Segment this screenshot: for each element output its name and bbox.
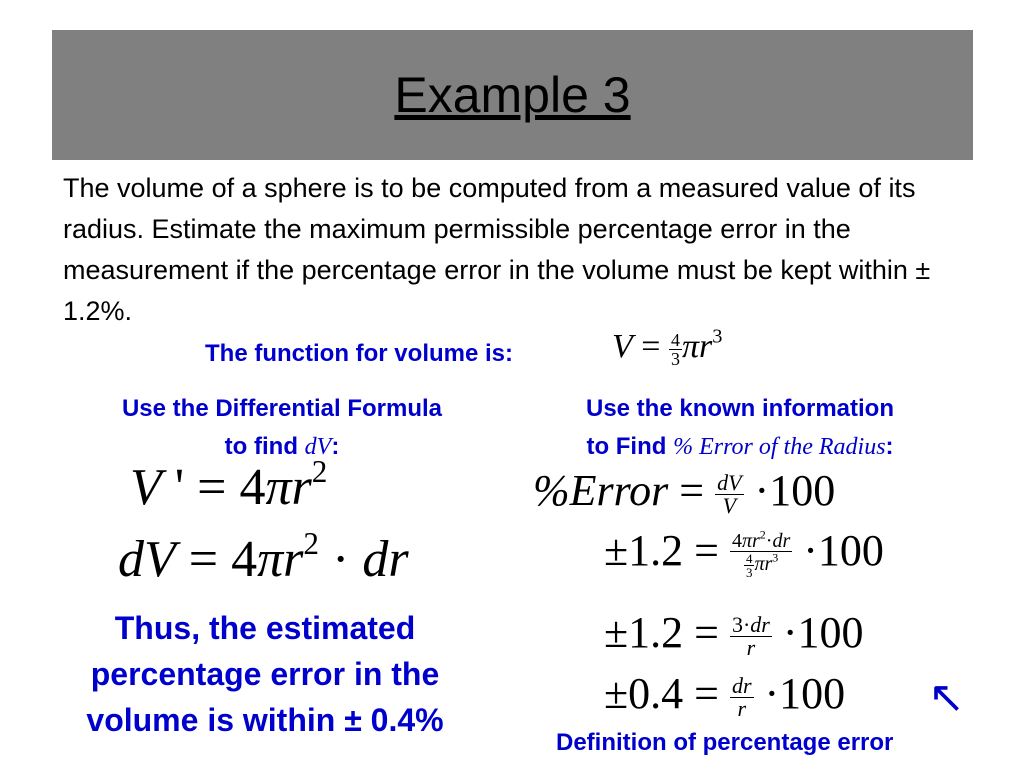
title-bar (52, 30, 973, 160)
result-equation: ±0.4 = $\frac{dr}{r}$ ·100 (604, 669, 846, 722)
percentage-error-definition-label: Definition of percentage error (556, 729, 894, 756)
left-heading-prefix: to find (224, 433, 305, 460)
right-heading-suffix: : (885, 433, 894, 460)
left-heading-line1: Use the Differential Formula (121, 395, 443, 422)
slide-title: Example 3 (394, 67, 631, 123)
volume-formula: V = $\frac{4}{3}$ $\pi r^3$ (612, 325, 723, 369)
right-heading-prefix: to Find (586, 433, 674, 460)
up-left-arrow-icon: ↖ (928, 673, 965, 722)
function-label: The function for volume is: (205, 340, 514, 367)
derivative-equation: V ' = $4\pi r^2$ (130, 454, 328, 516)
right-heading-line2 (510, 428, 970, 466)
conclusion-line1: Thus, the estimated (114, 610, 416, 646)
left-heading-suffix: : (331, 433, 340, 460)
left-heading-var: dV (304, 434, 332, 460)
left-heading (62, 390, 502, 466)
conclusion (30, 605, 500, 743)
simplified-equation: ±1.2 = $\frac{3\cdot dr}{r}$ ·100 (604, 608, 864, 661)
conclusion-line2: percentage error in the (90, 656, 440, 692)
conclusion-line3: volume is within ± 0.4% (86, 702, 444, 738)
substitution-equation: ±1.2 = $4\pi r^2\cdot dr$ $\frac{4}{3}$ $\pi r^3$ ·100 (604, 526, 884, 580)
right-heading (510, 390, 970, 466)
problem-statement: The volume of a sphere is to be computed from a measured value of its radius. Estimate the maximum permissible percentage error in the measurement if the percentage error in the volume must be kept within ± 1.2%. (63, 173, 931, 326)
percent-error-equation: %Error = $\frac{dV}{V}$ ·100 (533, 466, 836, 519)
right-heading-var: % Error of the Radius (673, 434, 886, 460)
right-heading-line1: Use the known information (585, 395, 894, 422)
differential-equation: dV = $4\pi r^2$ · dr (118, 526, 409, 588)
